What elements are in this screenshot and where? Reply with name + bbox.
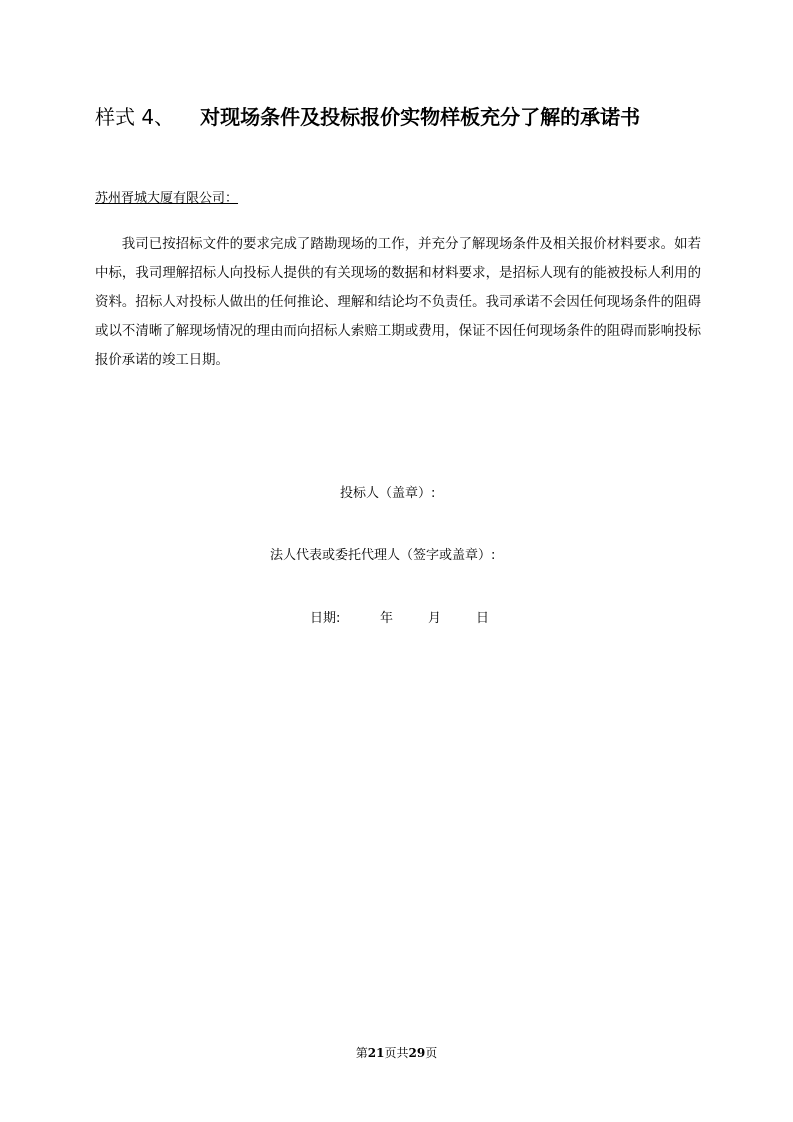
month-label: 月 <box>428 611 442 626</box>
footer-middle: 页共 <box>384 1046 409 1060</box>
day-label: 日 <box>476 611 490 626</box>
title-prefix: 样式 4、 <box>95 105 175 129</box>
document-title <box>95 100 735 134</box>
addressee: 苏州胥城大厦有限公司： <box>95 191 239 206</box>
body-paragraph: 我司已按招标文件的要求完成了踏勘现场的工作，并充分了解现场条件及相关报价材料要求。如若中标，我司理解招标人向投标人提供的有关现场的数据和材料要求，是招标人现有的能被投标人利用的资料。招标人对投标人做出的任何推论、理解和结论均不负责任。我司承诺不会因任何现场条件的阻碍或以不清晰了解现场情况的理由而向招标人索赔工期或费用，保证不因任何现场条件的阻碍而影响投标报价承诺的竣工日期。 <box>95 237 701 368</box>
year-label: 年 <box>380 611 394 626</box>
page-number-footer <box>0 1045 793 1061</box>
footer-prefix: 第 <box>355 1046 368 1060</box>
date-line <box>310 609 489 629</box>
title-main: 对现场条件及投标报价实物样板充分了解的承诺书 <box>200 105 641 129</box>
bidder-seal-line: 投标人（盖章）: <box>340 486 436 501</box>
footer-suffix: 页 <box>425 1046 438 1060</box>
current-page-number: 21 <box>367 1046 385 1060</box>
date-label: 日期: <box>310 611 341 626</box>
total-page-number: 29 <box>408 1046 426 1060</box>
legal-representative-line: 法人代表或委托代理人（签字或盖章）: <box>270 548 496 563</box>
